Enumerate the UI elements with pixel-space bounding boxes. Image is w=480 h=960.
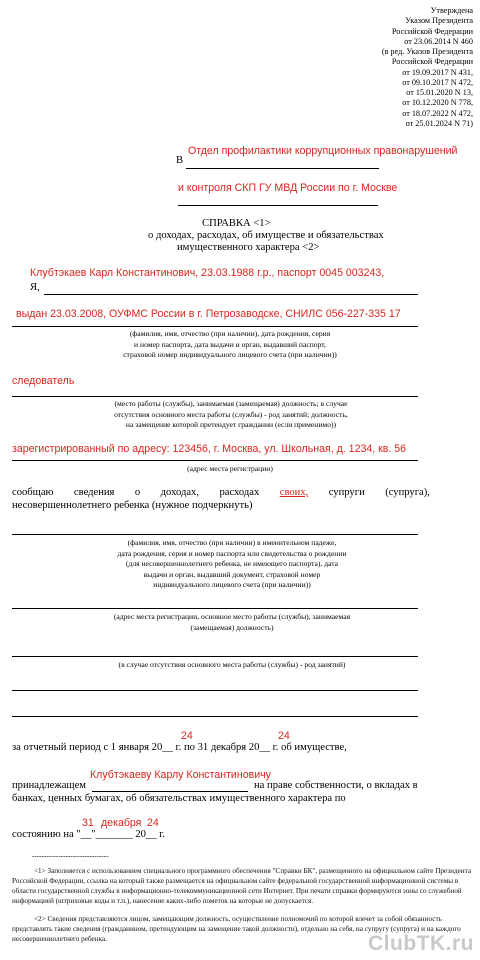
approval-line: (в ред. Указов Президента xyxy=(381,47,473,56)
owner-line xyxy=(92,791,248,792)
approval-line: от 10.12.2020 N 778, xyxy=(402,98,473,108)
doc-title: СПРАВКА <1> xyxy=(202,218,271,229)
state-text: состоянию на "__"_______ 20__ г. xyxy=(12,829,165,840)
approval-line: от 15.01.2020 N 13, xyxy=(406,88,473,97)
approval-line: Российской Федерации xyxy=(391,26,473,36)
footnote-2: <2> Сведения представляются лицом, замещающим должность, осуществление полномочий по которой влечет за собой обязанность представлять такие сведения (гражданином, претендующим на замещение такой должности), отдельно на себя, на супругу (супруга) и на каждого несовершеннолетнего ребенка. xyxy=(12,915,461,943)
registration-caption: (адрес места регистрации) xyxy=(187,464,273,473)
period-year-1: 24 xyxy=(181,730,193,742)
caption-line: (фамилия, имя, отчество (при наличии) в именительном падеже, xyxy=(127,538,337,547)
caption-line: (адрес места регистрации, основное место работы (службы), занимаемая xyxy=(113,612,351,621)
date-year: 24 xyxy=(147,817,159,829)
family-caption-3: (в случае отсутствия основного места работы (службы) - род занятий) xyxy=(118,660,346,669)
declarant-line-2 xyxy=(12,326,418,327)
work-filled: следователь xyxy=(12,375,75,387)
approval-line: Утверждена xyxy=(430,6,473,15)
watermark: ClubTK.ru xyxy=(368,932,474,955)
approval-line: Указом Президента xyxy=(405,16,473,26)
doc-subtitle-1: о доходах, расходах, об имуществе и обязательствах xyxy=(148,230,384,241)
addressee-to-label: В xyxy=(176,155,184,166)
declarant-filled-1: Клубтэкаев Карл Константинович, 23.03.1988 г.р., паспорт 0045 003243, xyxy=(30,267,385,279)
work-caption xyxy=(82,399,380,431)
caption-line: выдачи и орган, выдавший документ, страховой номер xyxy=(143,569,321,579)
footnote-1: <1> Заполняется с использованием специального программного обеспечения "Справки БК", размещенного на официальном сайте Президента Российской Федерации, ссылка на который также размещается на официальном сайте федеральной государственной информационной системы в области государственной службы в информационно-телекоммуникационной сети Интернет. При печати справки формируются зоны со служебной информацией (штриховые коды и т.п.), нанесение каких-либо пометок на которые не допускается. xyxy=(12,867,472,905)
report-line-2: несовершеннолетнего ребенка (нужное подчеркнуть) xyxy=(12,500,253,511)
caption-line: (для несовершеннолетнего ребенка, не имеющего паспорта), дата xyxy=(125,559,339,568)
addressee-line-2 xyxy=(178,205,378,206)
report-word: сведения xyxy=(73,487,115,498)
declarant-i-label: Я, xyxy=(30,282,40,293)
addressee-filled-2: и контроля СКП ГУ МВД России по г. Москве xyxy=(178,182,398,194)
caption-line: дата рождения, серия и номер паспорта или свидетельства о рождении xyxy=(117,548,347,558)
owner-filled: Клубтэкаеву Карлу Константиновичу xyxy=(90,769,271,781)
declarant-caption xyxy=(100,329,360,361)
caption-line: на замещение которой претендует гражданин (если применимо)) xyxy=(125,420,337,429)
period-text: за отчетный период с 1 января 20__ г. по 31 декабря 20__ г. об имуществе, xyxy=(12,742,347,753)
period-year-2: 24 xyxy=(278,730,290,742)
approval-line: от 25.01.2024 N 71) xyxy=(405,118,473,128)
declarant-line-1 xyxy=(44,294,418,295)
report-word: о xyxy=(134,487,141,498)
family-line-1 xyxy=(12,534,418,535)
caption-line: и номер паспорта, дата выдачи и орган, выдавший паспорт, xyxy=(134,339,326,349)
caption-line: страховой номер индивидуального лицевого счета (при наличии)) xyxy=(123,350,337,359)
report-word: расходах xyxy=(219,487,260,498)
addressee-line-1 xyxy=(186,168,379,169)
belong-suffix: на праве собственности, о вкладах в xyxy=(254,780,418,791)
family-line-3 xyxy=(12,656,418,657)
approval-block xyxy=(352,6,473,129)
blank-line-2 xyxy=(12,716,418,717)
report-line-1 xyxy=(12,487,430,498)
caption-line: (фамилия, имя, отчество (при наличии), дата рождения, серия xyxy=(129,329,331,338)
caption-line: (замещаемая) должность) xyxy=(190,622,274,632)
date-month: декабря xyxy=(101,817,142,829)
own-underlined: своих, xyxy=(279,487,309,498)
family-caption-1 xyxy=(84,538,380,591)
approval-line: от 23.06.2014 N 460 xyxy=(404,36,473,46)
report-word: супруги xyxy=(328,487,365,498)
doc-subtitle-2: имущественного характера <2> xyxy=(177,242,320,253)
work-line xyxy=(12,396,418,397)
caption-line: (место работы (службы), занимаемая (замещаемая) должность; в случае xyxy=(114,399,348,408)
report-word: сообщаю xyxy=(12,487,54,498)
report-word: (супруга), xyxy=(385,487,430,498)
declarant-filled-2: выдан 23.03.2008, ОУФМС России в г. Петрозаводске, СНИЛС 056-227-335 17 xyxy=(16,308,401,320)
belong-prefix: принадлежащем xyxy=(12,780,86,791)
caption-line: индивидуального лицевого счета (при наличии)) xyxy=(153,580,311,589)
footnote-separator: -------------------------------- xyxy=(32,852,109,860)
caption-line: отсутствия основного места работы (службы) - род занятий; должность, xyxy=(114,409,348,419)
registration-line xyxy=(12,460,418,461)
registration-filled: зарегистрированный по адресу: 123456, г. Москва, ул. Школьная, д. 1234, кв. 56 xyxy=(12,443,407,455)
approval-line: от 09.10.2017 N 472, xyxy=(402,77,473,87)
report-word: доходах, xyxy=(160,487,199,498)
blank-line-1 xyxy=(12,690,418,691)
family-line-2 xyxy=(12,608,418,609)
addressee-filled-1: Отдел профилактики коррупционных правонарушений xyxy=(188,145,458,157)
approval-line: Российской Федерации xyxy=(391,57,473,67)
date-day: 31 xyxy=(82,817,94,829)
approval-line: от 18.07.2022 N 472, xyxy=(402,108,473,118)
approval-line: от 19.09.2017 N 431, xyxy=(402,67,473,77)
family-caption-2 xyxy=(84,612,380,633)
period-line-3: банках, ценных бумагах, об обязательствах имущественного характера по xyxy=(12,793,346,804)
